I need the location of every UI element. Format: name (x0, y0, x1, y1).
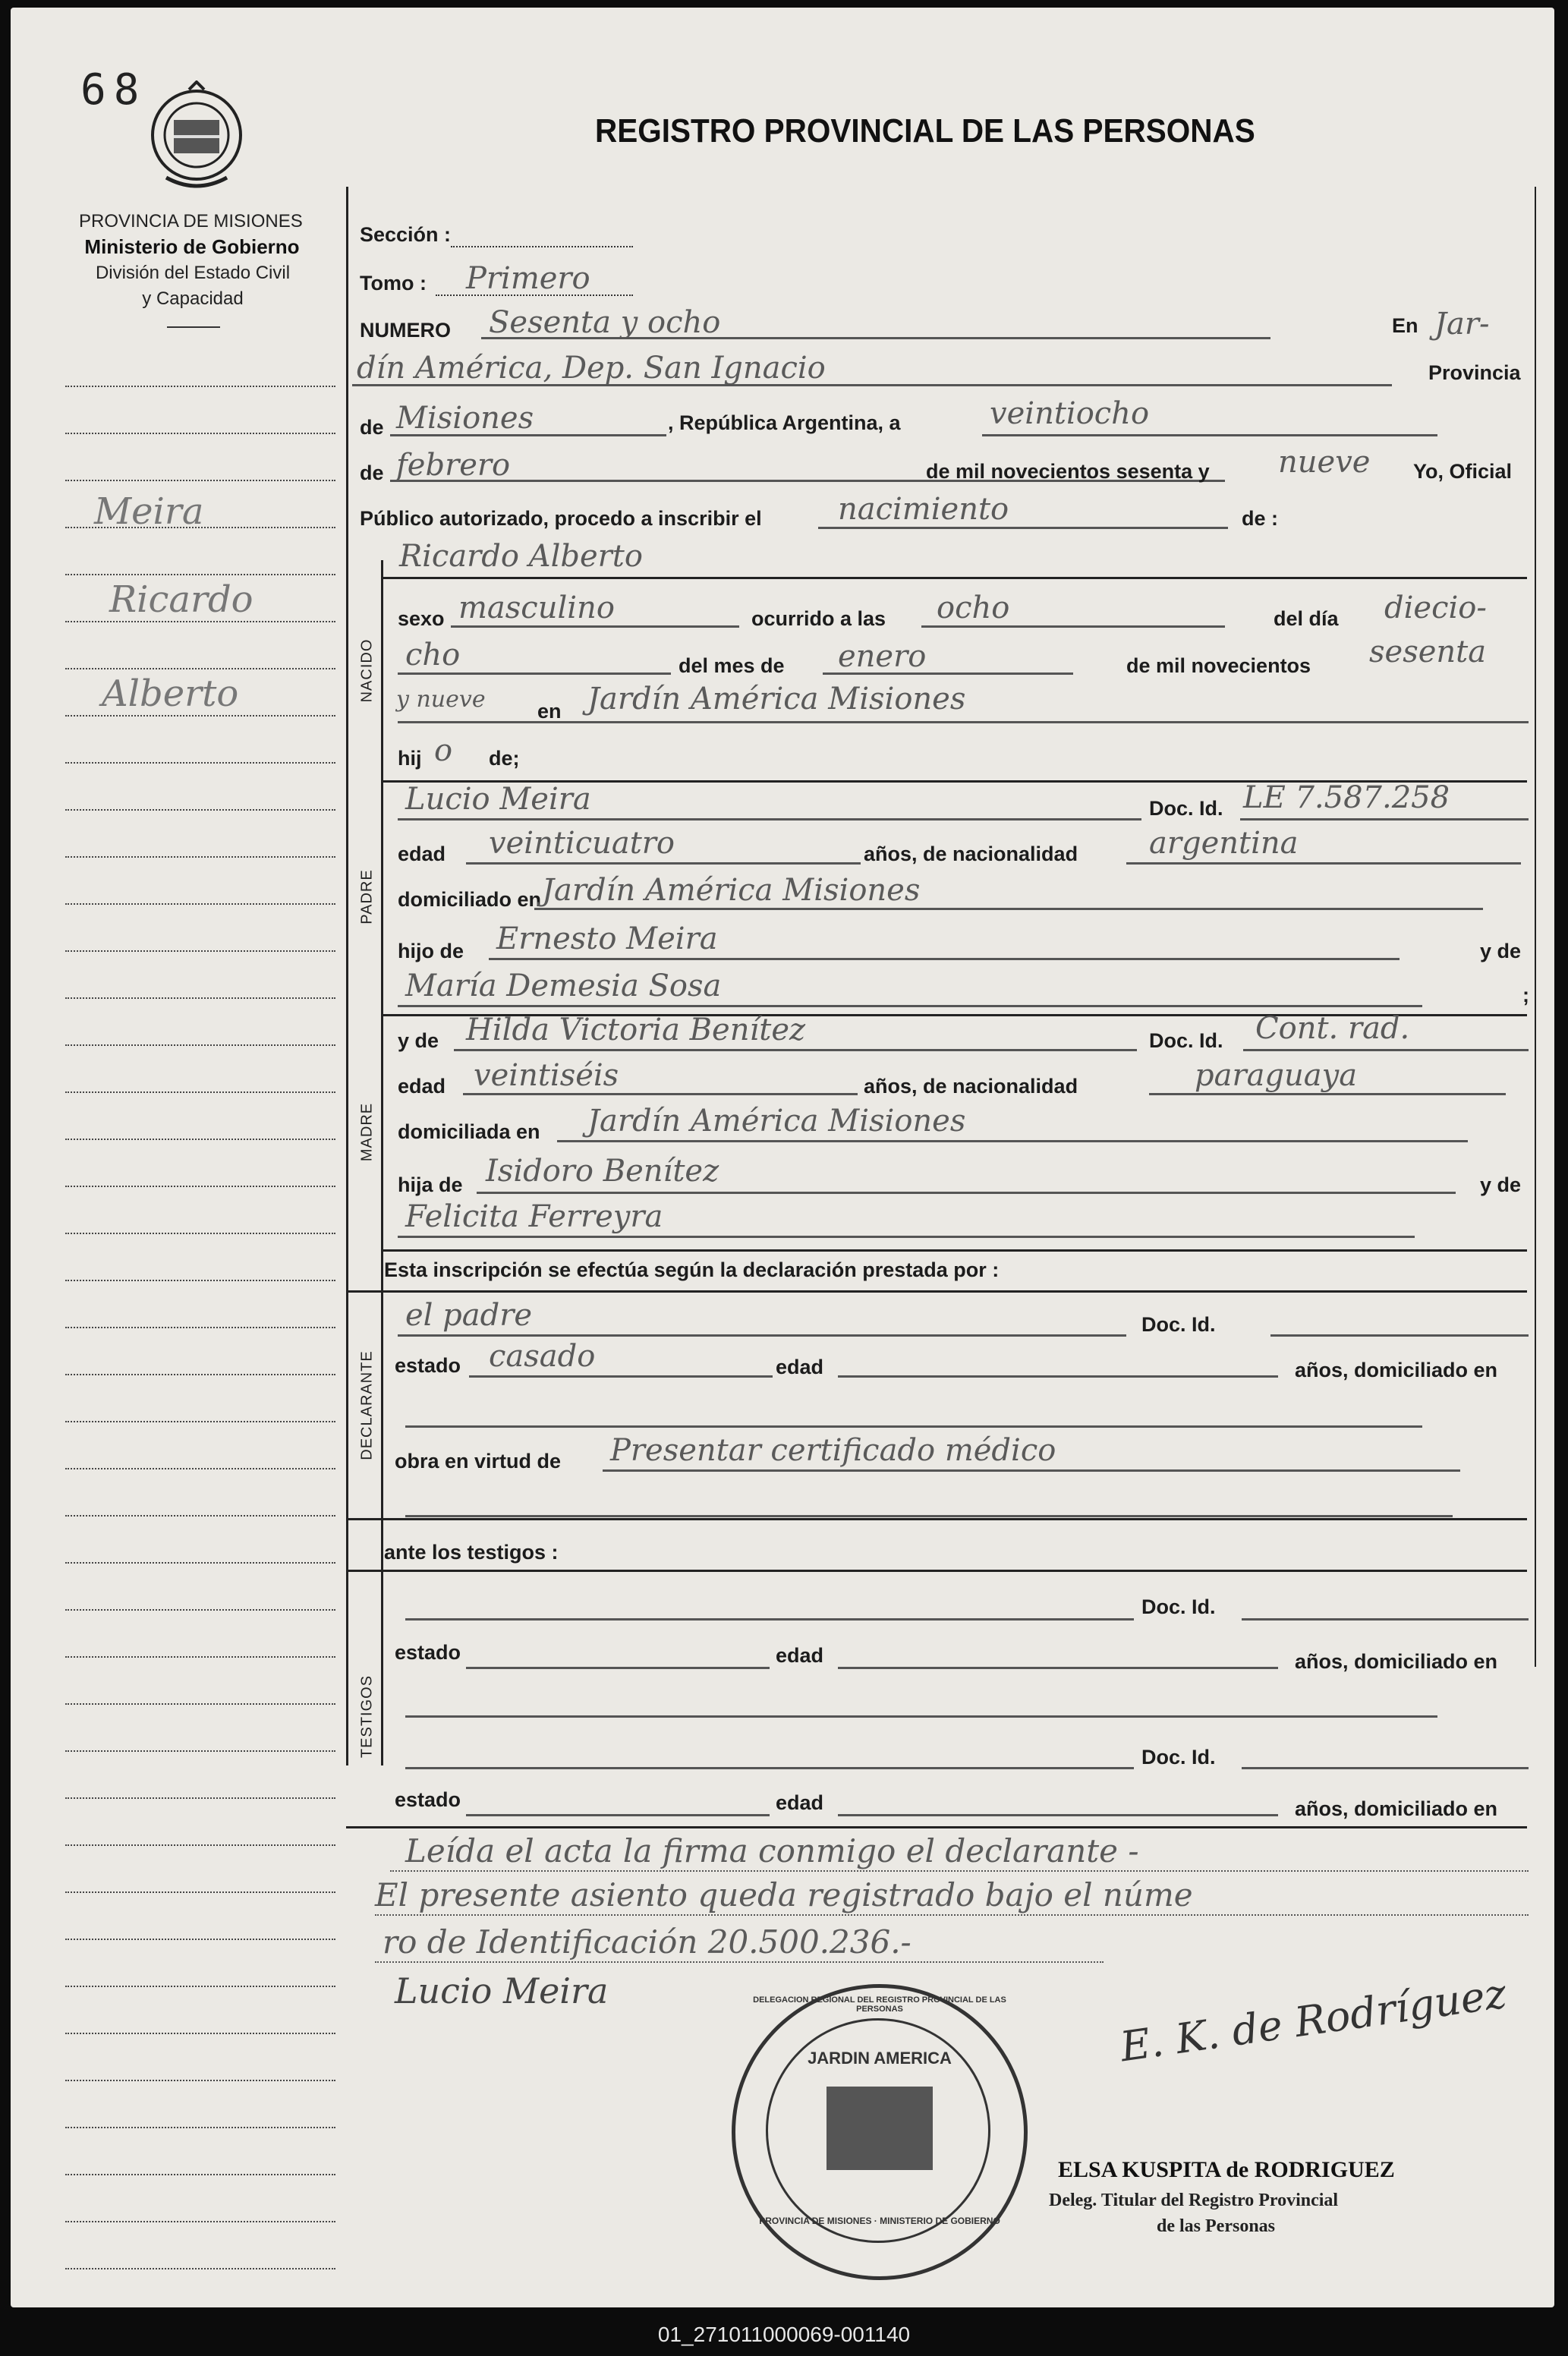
label-en-lugar: en (537, 700, 562, 723)
value-en-a: Jar- (1434, 307, 1490, 342)
authority-line-3: División del Estado Civil (95, 263, 291, 283)
value-acto: nacimiento (838, 492, 1009, 527)
madre-padre: Isidoro Benítez (486, 1154, 719, 1189)
declarante-nombre: el padre (405, 1298, 533, 1333)
label-inscripcion: Esta inscripción se efectúa según la declaración prestada por : (384, 1258, 1000, 1281)
section-rule (381, 560, 383, 1765)
label-hijo-de-padre: hijo de (398, 940, 464, 962)
declarante-estado: casado (489, 1339, 596, 1374)
margin-surname: Meira (94, 490, 204, 533)
label-del-mes: del mes de (679, 654, 785, 677)
padre-padre: Ernesto Meira (496, 921, 718, 956)
label-doc-padre: Doc. Id. (1149, 797, 1223, 820)
label-edad-testigo-1: edad (776, 1644, 824, 1667)
label-hija-de: hija de (398, 1173, 463, 1196)
section-testigos: TESTIGOS (358, 1674, 376, 1759)
label-edad-testigo-2: edad (776, 1791, 824, 1814)
madre-nacionalidad: paraguaya (1195, 1058, 1358, 1093)
label-domicilio-padre: domiciliado en (398, 888, 542, 911)
declarante-signature: Lucio Meira (395, 1970, 609, 2011)
label-mil-sesenta: de mil novecientos sesenta y (926, 460, 1210, 483)
label-hij: hij (398, 747, 422, 770)
provincial-seal-icon (143, 80, 250, 206)
value-sexo: masculino (458, 591, 615, 625)
value-del-dia-a: diecio- (1384, 591, 1487, 625)
label-nac-madre: años, de nacionalidad (864, 1075, 1078, 1098)
rule-testigos-bottom (346, 1826, 1527, 1828)
stamp-outer-text: DELEGACION REGIONAL DEL REGISTRO PROVINCIAL DE LAS PERSONAS (753, 1995, 1006, 2014)
section-madre: MADRE (358, 1102, 376, 1162)
margin-name-2: Alberto (102, 672, 239, 715)
padre-domicilio: Jardín América Misiones (542, 873, 921, 908)
label-y-de-padre: y de (1480, 940, 1522, 962)
value-hij-suffix: o (434, 733, 453, 768)
label-y-de-madre: y de (398, 1029, 439, 1052)
label-del-dia: del día (1274, 607, 1339, 630)
madre-doc: Cont. rad. (1255, 1011, 1410, 1046)
madre-madre: Felicita Ferreyra (405, 1199, 663, 1234)
value-numero: Sesenta y ocho (489, 305, 721, 340)
label-mil-nov: de mil novecientos (1126, 654, 1311, 677)
value-lugar-nac: Jardín América Misiones (587, 682, 966, 717)
padre-edad: veinticuatro (489, 826, 675, 861)
signatory-role-2: de las Personas (1157, 2216, 1275, 2236)
label-ante: ante los testigos : (384, 1541, 559, 1564)
label-domicilio-madre: domiciliada en (398, 1120, 540, 1143)
document-page (11, 8, 1554, 2307)
oficial-signature: E. K. de Rodríguez (1117, 1969, 1510, 2071)
label-anos-dom-declarante: años, domiciliado en (1295, 1359, 1498, 1381)
label-tomo: Tomo : (360, 272, 427, 294)
rule-nacido-top (381, 577, 1527, 579)
section-declarante: DECLARANTE (358, 1350, 376, 1460)
padre-madre: María Demesia Sosa (405, 969, 722, 1003)
value-dia: veintiocho (990, 396, 1150, 431)
label-edad-madre: edad (398, 1075, 446, 1098)
label-numero: NUMERO (360, 319, 451, 342)
label-doc-testigo-2: Doc. Id. (1141, 1746, 1216, 1769)
label-nac-padre: años, de nacionalidad (864, 843, 1078, 865)
section-nacido: NACIDO (358, 638, 376, 703)
value-tomo: Primero (466, 261, 590, 296)
note-line-1: Leída el acta la firma conmigo el declarante - (405, 1832, 1139, 1869)
label-estado-declarante: estado (395, 1354, 461, 1377)
label-y-de-madre2: y de (1480, 1173, 1522, 1196)
label-anos-dom-testigo-2: años, domiciliado en (1295, 1797, 1498, 1820)
rule-declarante-bottom (346, 1518, 1527, 1520)
value-anio-nac-b: y nueve (396, 686, 486, 713)
label-obra: obra en virtud de (395, 1450, 562, 1472)
main-vertical-rule (346, 187, 348, 1765)
value-mes: febrero (396, 448, 511, 483)
signatory-name: ELSA KUSPITA de RODRIGUEZ (1058, 2157, 1395, 2182)
stamp-inner-text: JARDIN AMERICA (808, 2049, 952, 2068)
value-lugar: dín América, Dep. San Ignacio (357, 351, 826, 386)
label-de-semi: de; (489, 747, 520, 770)
label-de-mes: de (360, 461, 384, 484)
label-estado-testigo-1: estado (395, 1641, 461, 1664)
label-sexo: sexo (398, 607, 445, 630)
value-anio: nueve (1278, 445, 1371, 480)
label-semicolon: ; (1522, 984, 1529, 1006)
divider (167, 326, 220, 328)
value-anio-nac-a: sesenta (1369, 635, 1487, 669)
page-number: 68 (80, 65, 147, 115)
right-edge-rule (1535, 187, 1536, 1667)
label-doc-testigo-1: Doc. Id. (1141, 1595, 1216, 1618)
note-line-3: ro de Identificación 20.500.236.- (383, 1923, 912, 1961)
padre-nombre: Lucio Meira (405, 782, 591, 817)
label-yo-oficial: Yo, Oficial (1413, 460, 1513, 483)
authority-line-2: Ministerio de Gobierno (84, 235, 300, 258)
label-republica: , República Argentina, a (668, 411, 901, 434)
rule-declarante-top (346, 1290, 1527, 1293)
signatory-role: Deleg. Titular del Registro Provincial (1049, 2191, 1339, 2210)
value-mes-nac: enero (838, 639, 927, 674)
madre-domicilio: Jardín América Misiones (587, 1104, 966, 1139)
authority-line-4: y Capacidad (142, 288, 244, 309)
label-en: En (1392, 314, 1418, 337)
declarante-obra: Presentar certificado médico (610, 1433, 1056, 1468)
margin-name-1: Ricardo (109, 578, 253, 621)
rule-madre-bottom (381, 1249, 1527, 1252)
label-doc-declarante: Doc. Id. (1141, 1313, 1216, 1336)
registry-stamp (732, 1984, 1028, 2280)
label-doc-madre: Doc. Id. (1149, 1029, 1223, 1052)
section-padre: PADRE (358, 869, 376, 924)
value-del-dia-b: cho (405, 638, 461, 672)
label-edad-padre: edad (398, 843, 446, 865)
authority-line-1: PROVINCIA DE MISIONES (79, 211, 303, 232)
madre-nombre: Hilda Victoria Benítez (466, 1013, 806, 1047)
label-publico: Público autorizado, procedo a inscribir el (360, 507, 762, 530)
madre-edad: veintiséis (474, 1058, 619, 1093)
label-edad-declarante: edad (776, 1356, 824, 1378)
stamp-image (827, 2087, 933, 2170)
stamp-bottom-text: PROVINCIA DE MISIONES · MINISTERIO DE GOBIERNO (759, 2216, 1000, 2226)
value-nombre: Ricardo Alberto (399, 539, 643, 574)
rule-testigos-top (346, 1570, 1527, 1572)
value-provincia: Misiones (396, 401, 534, 436)
label-estado-testigo-2: estado (395, 1788, 461, 1811)
label-seccion: Sección : (360, 223, 452, 246)
note-line-2: El presente asiento queda registrado bajo el núme (375, 1876, 1193, 1913)
label-anos-dom-testigo-1: años, domiciliado en (1295, 1650, 1498, 1673)
padre-doc: LE 7.587.258 (1243, 780, 1450, 815)
padre-nacionalidad: argentina (1149, 826, 1299, 861)
label-de-colon: de : (1242, 507, 1279, 530)
image-id-caption: 01_271011000069-001140 (657, 2323, 911, 2346)
label-provincia: Provincia (1428, 361, 1521, 384)
page-title: REGISTRO PROVINCIAL DE LAS PERSONAS (595, 112, 1255, 150)
value-hora: ocho (937, 591, 1010, 625)
label-ocurrido: ocurrido a las (751, 607, 886, 630)
label-de-provincia: de (360, 416, 384, 439)
